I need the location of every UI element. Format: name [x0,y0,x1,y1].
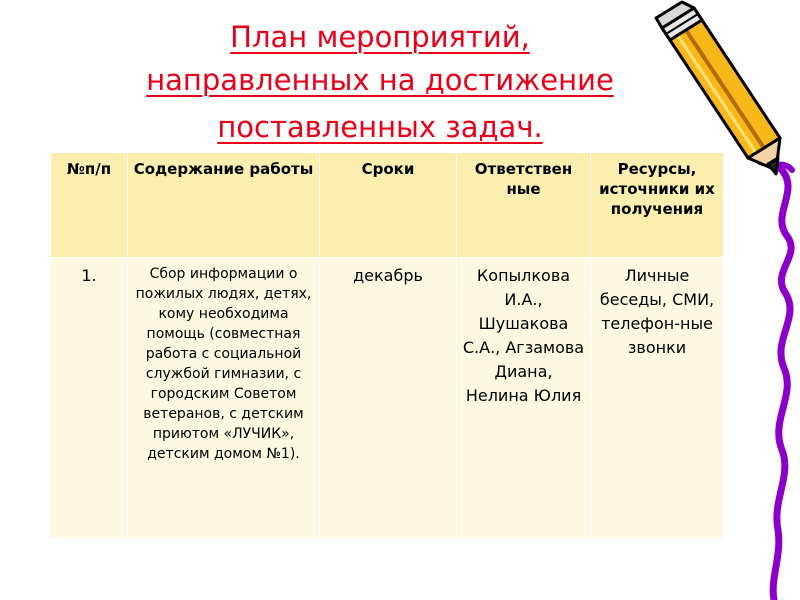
header-number: №п/п [51,153,128,258]
header-deadline: Сроки [320,153,457,258]
cell-resources: Личные беседы, СМИ, телефон-ные звонки [591,258,724,539]
cell-deadline: декабрь [320,258,457,539]
title-line-3: поставленных задач. [217,110,543,144]
table-header-row [51,153,724,258]
header-resources: Ресурсы, источники их получения [591,153,724,258]
purple-ribbon [773,168,791,600]
cell-number: 1. [51,258,128,539]
header-responsible: Ответствен ные [457,153,591,258]
pencil-decoration [652,0,800,600]
title-line-2: направленных на достижение [146,63,614,97]
cell-responsible: Копылкова И.А., Шушакова С.А., Агзамова Диана, Нелина Юлия [457,258,591,539]
plan-table [50,152,724,539]
table-row [51,258,724,539]
title-line-1: План мероприятий, [230,20,530,54]
header-content: Содержание работы [128,153,320,258]
pencil-icon [656,2,780,174]
cell-content: Сбор информации о пожилых людях, детях, кому необходима помощь (совместная работа с социальной службой гимназии, с городским Советом ветеранов, с детским приютом «ЛУЧИК», детским домом №1). [128,258,320,539]
slide-title [40,16,720,149]
